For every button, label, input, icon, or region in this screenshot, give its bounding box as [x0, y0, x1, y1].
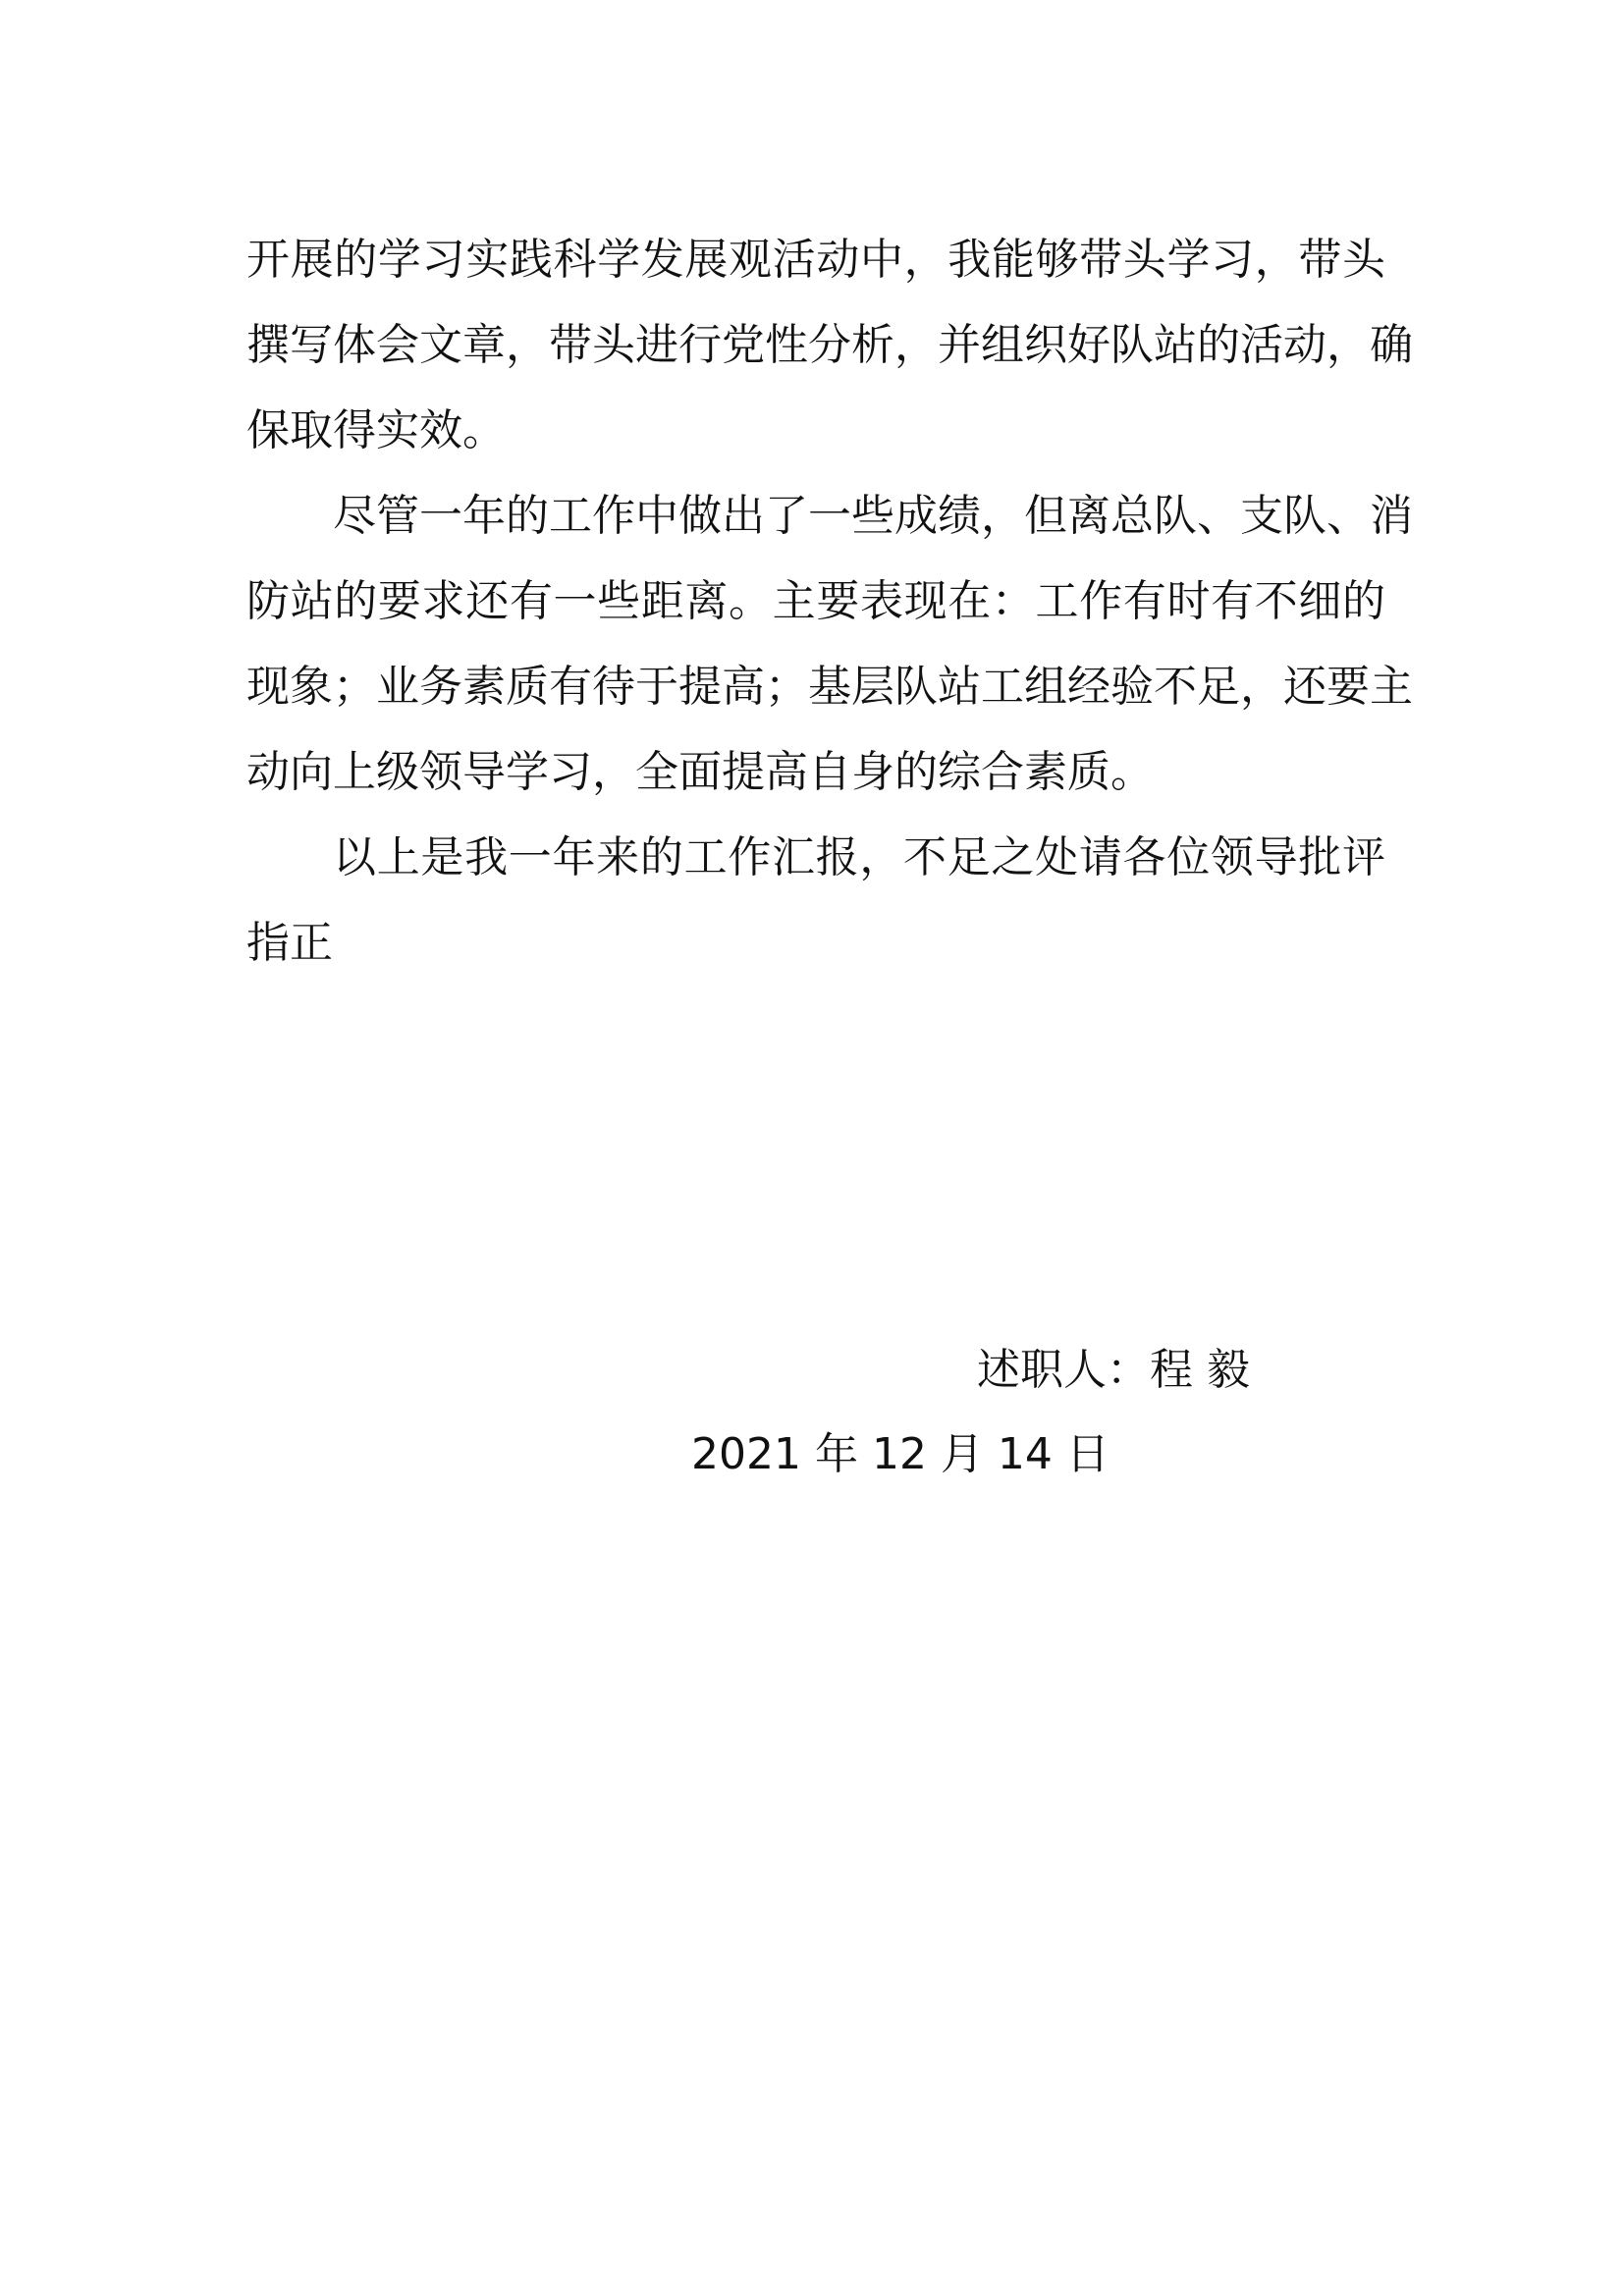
- paragraph-2-line-3: 现象；业务素质有待于提高；基层队站工组经验不足，还要主: [246, 662, 1413, 712]
- signature-date: 2021 年 12 月 14 日: [691, 1429, 1110, 1479]
- paragraph-2-line-4: 动向上级领导学习，全面提高自身的综合素质。: [246, 747, 1154, 797]
- paragraph-1-line-1: 开展的学习实践科学发展观活动中，我能够带头学习，带头: [246, 235, 1385, 285]
- paragraph-2-line-2: 防站的要求还有一些距离。主要表现在：工作有时有不细的: [246, 576, 1385, 626]
- paragraph-3-line-1: 以上是我一年来的工作汇报，不足之处请各位领导批评: [333, 832, 1385, 882]
- paragraph-1-line-2: 撰写体会文章，带头进行党性分析，并组织好队站的活动，确: [246, 320, 1413, 370]
- paragraph-1-line-3: 保取得实效。: [246, 405, 506, 455]
- paragraph-3-line-2: 指正: [246, 918, 333, 968]
- signature-name: 述职人：程 毅: [977, 1345, 1250, 1395]
- paragraph-2-line-1: 尽管一年的工作中做出了一些成绩，但离总队、支队、消: [333, 491, 1413, 541]
